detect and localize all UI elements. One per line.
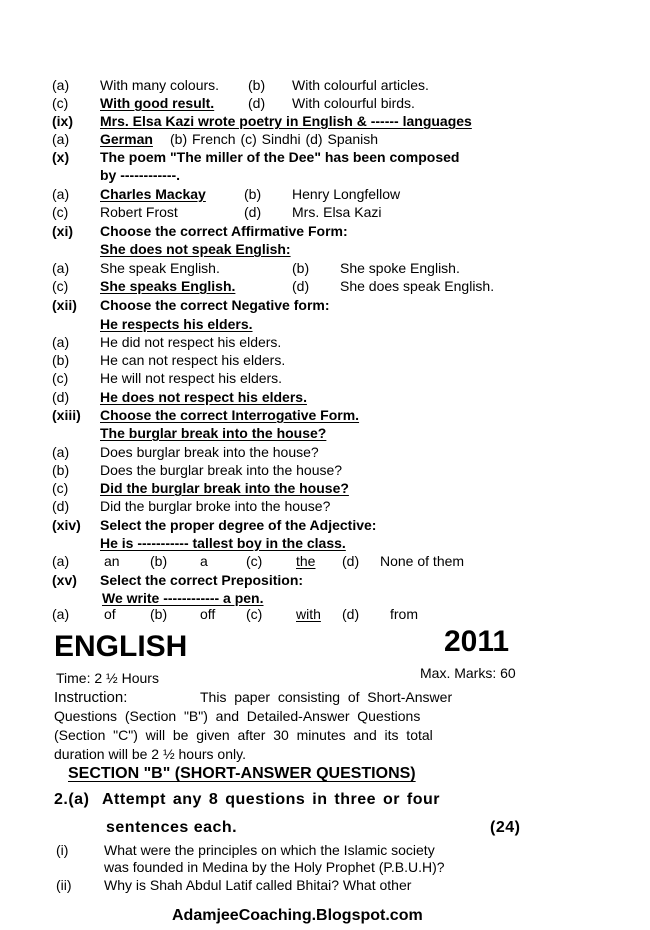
option-text: Did the burglar broke into the house? (100, 498, 331, 514)
option-text: a (200, 553, 208, 569)
question-text: Choose the correct Negative form: (100, 297, 330, 313)
question-sentence: He respects his elders. (100, 316, 253, 332)
exam-year: 2011 (444, 625, 510, 658)
question-number: (xiii) (52, 407, 81, 423)
option-text: from (390, 606, 418, 622)
option-label: (d) (342, 606, 360, 622)
option-label: (d) (52, 389, 70, 405)
option-text: With colourful birds. (292, 95, 415, 111)
instruction-text: This paper consisting of Short-Answer (200, 689, 453, 705)
question-text: Choose the correct Affirmative Form: (100, 223, 348, 239)
option-label: (c) (52, 204, 69, 220)
option-label: (a) (52, 553, 70, 569)
option-text: Henry Longfellow (292, 186, 401, 202)
question-text: Select the correct Preposition: (100, 572, 304, 588)
question-number: (x) (52, 149, 70, 165)
option-label: (d) (342, 553, 360, 569)
option-label: (a) (52, 444, 70, 460)
question-number: (i) (56, 842, 69, 858)
correct-answer: the (296, 553, 316, 569)
question-text: Mrs. Elsa Kazi wrote poetry in English & ------ languages (100, 113, 472, 129)
question-sentence: She does not speak English: (100, 241, 291, 257)
option-text: Does burglar break into the house? (100, 444, 319, 460)
option-text: None of them (380, 553, 465, 569)
instruction-text: duration will be 2 ½ hours only. (54, 746, 246, 762)
question-text: was founded in Medina by the Holy Prophet (P.B.U.H)? (104, 859, 445, 875)
option-text: With colourful articles. (292, 77, 429, 93)
correct-answer: with (296, 606, 321, 622)
option-text: She speak English. (100, 260, 220, 276)
option-text: of (104, 606, 116, 622)
correct-answer: With good result. (100, 95, 215, 111)
question-text: Why is Shah Abdul Latif called Bhitai? What other (104, 877, 412, 893)
option-label: (d) (292, 278, 310, 294)
section-b-title: SECTION "B" (SHORT-ANSWER QUESTIONS) (68, 765, 416, 782)
question-number: (ii) (56, 877, 72, 893)
footer-website: AdamjeeCoaching.Blogspot.com (172, 907, 423, 924)
option-label: (a) (52, 131, 70, 147)
question-number: (xiv) (52, 517, 81, 533)
option-label: (d) (248, 95, 266, 111)
question-text: Attempt any 8 questions in three or four (102, 791, 441, 808)
option-text: (b) French (c) Sindhi (d) Spanish (170, 131, 379, 147)
question-text: Select the proper degree of the Adjective: (100, 517, 377, 533)
option-label: (c) (246, 606, 263, 622)
option-label: (a) (52, 260, 70, 276)
question-number: (ix) (52, 113, 73, 129)
question-marks: (24) (490, 819, 521, 836)
max-marks: Max. Marks: 60 (420, 665, 516, 681)
option-text: off (200, 606, 216, 622)
correct-answer: Charles Mackay (100, 186, 206, 202)
option-label: (a) (52, 606, 70, 622)
option-label: (d) (52, 498, 70, 514)
option-label: (a) (52, 186, 70, 202)
subject-title: ENGLISH (54, 630, 188, 663)
question-text: What were the principles on which the Islamic society (104, 842, 435, 858)
question-text: Choose the correct Interrogative Form. (100, 407, 360, 423)
instruction-text: Questions (Section "B") and Detailed-Answer Questions (54, 708, 421, 724)
question-number: (xv) (52, 572, 77, 588)
option-label: (c) (52, 95, 69, 111)
option-text: He will not respect his elders. (100, 370, 283, 386)
question-text: by ------------. (100, 167, 181, 183)
option-label: (c) (246, 553, 263, 569)
option-label: (c) (52, 278, 69, 294)
question-sentence: The burglar break into the house? (100, 425, 327, 441)
option-label: (b) (248, 77, 266, 93)
option-text: an (104, 553, 120, 569)
question-2a (54, 786, 544, 842)
option-label: (b) (52, 352, 70, 368)
option-text: Mrs. Elsa Kazi (292, 204, 382, 220)
option-label: (b) (150, 606, 168, 622)
option-text: She spoke English. (340, 260, 460, 276)
instruction-text: (Section "C") will be given after 30 minutes and its total (54, 727, 433, 743)
option-text: She does speak English. (340, 278, 495, 294)
option-label: (d) (244, 204, 262, 220)
correct-answer: He does not respect his elders. (100, 389, 307, 405)
correct-answer: She speaks English. (100, 278, 236, 294)
option-label: (b) (244, 186, 262, 202)
option-text: Does the burglar break into the house? (100, 462, 343, 478)
question-number: (xii) (52, 297, 77, 313)
exam-time: Time: 2 ½ Hours (56, 670, 159, 686)
option-label: (c) (52, 480, 69, 496)
instruction-block (54, 688, 538, 764)
option-text: Robert Frost (100, 204, 178, 220)
question-number: 2.(a) (54, 791, 90, 808)
question-text: sentences each. (106, 819, 238, 836)
instruction-label: Instruction: (54, 689, 128, 706)
option-text: He did not respect his elders. (100, 334, 282, 350)
option-label: (a) (52, 334, 70, 350)
option-label: (b) (292, 260, 310, 276)
correct-answer: Did the burglar break into the house? (100, 480, 349, 496)
option-label: (b) (52, 462, 70, 478)
option-label: (a) (52, 77, 70, 93)
option-label: (b) (150, 553, 168, 569)
question-text: The poem "The miller of the Dee" has been composed (100, 149, 460, 165)
option-label: (c) (52, 370, 69, 386)
option-text: With many colours. (100, 77, 220, 93)
question-number: (xi) (52, 223, 73, 239)
option-text: He can not respect his elders. (100, 352, 286, 368)
question-sentence: He is ----------- tallest boy in the class. (100, 535, 346, 551)
correct-answer: German (100, 131, 153, 147)
question-sentence: We write ------------ a pen. (102, 590, 264, 606)
